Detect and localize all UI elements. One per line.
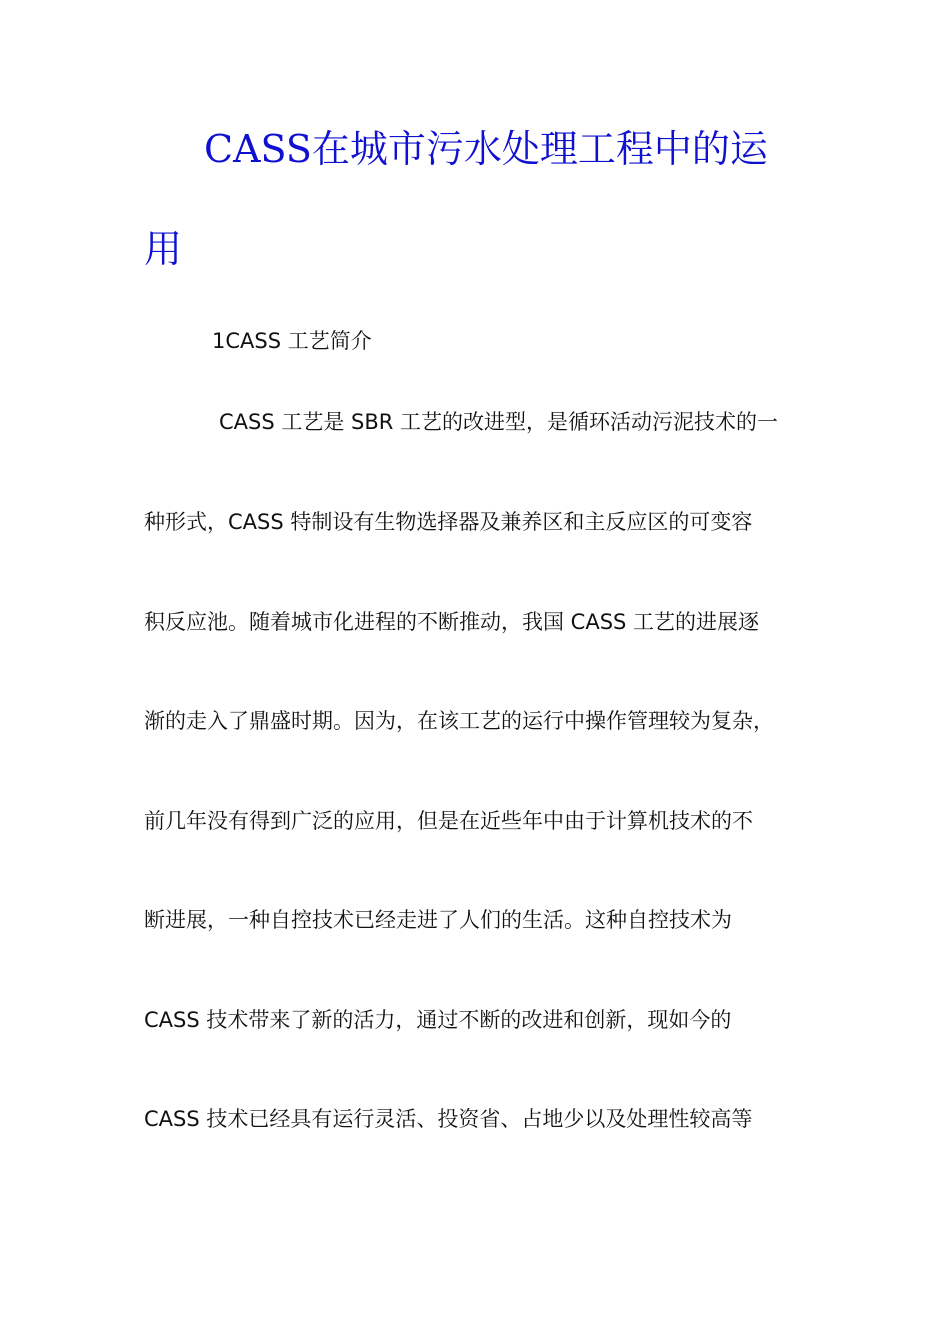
document-title-line-1: CASS在城市污水处理工程中的运 <box>204 127 768 171</box>
paragraph-line: CASS 技术带来了新的活力，通过不断的改进和创新，现如今的 <box>144 1008 732 1032</box>
paragraph-line: 断进展，一种自控技术已经走进了人们的生活。这种自控技术为 <box>144 908 732 932</box>
paragraph-line: CASS 技术已经具有运行灵活、投资省、占地少以及处理性较高等 <box>144 1107 753 1131</box>
paragraph-line: 渐的走入了鼎盛时期。因为，在该工艺的运行中操作管理较为复杂， <box>144 709 774 733</box>
paragraph-line: 积反应池。随着城市化进程的不断推动，我国 CASS 工艺的进展逐 <box>144 610 760 634</box>
paragraph-line: 前几年没有得到广泛的应用，但是在近些年中由于计算机技术的不 <box>144 809 753 833</box>
paragraph-line: CASS 工艺是 SBR 工艺的改进型，是循环活动污泥技术的一 <box>219 410 779 434</box>
paragraph-line: 种形式，CASS 特制设有生物选择器及兼养区和主反应区的可变容 <box>144 510 753 534</box>
document-title-line-2: 用 <box>144 227 183 271</box>
section-heading: 1CASS 工艺简介 <box>212 329 372 353</box>
